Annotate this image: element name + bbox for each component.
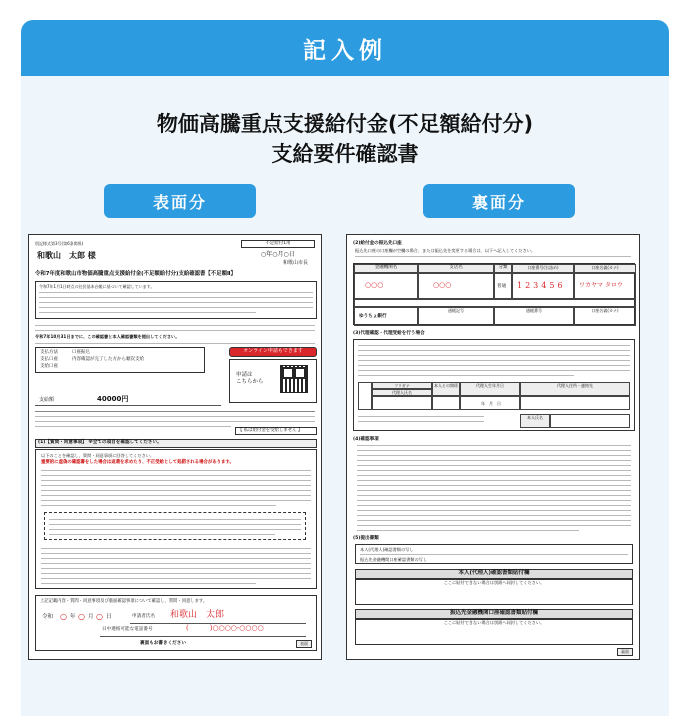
account-holder-cell[interactable] xyxy=(574,273,636,299)
bank-header-name xyxy=(354,264,418,273)
attach-bank-area[interactable] xyxy=(355,619,633,645)
bank-header-number-label: 口座番号(右詰め) xyxy=(527,265,559,270)
date-day-hw: ○ xyxy=(96,612,103,621)
agent-furigana-label: フリガナ xyxy=(394,383,410,388)
applicant-signature: 和歌山 太郎 xyxy=(170,610,225,620)
section3-title: (3)代理確認・代理受給を行う場合 xyxy=(353,331,425,336)
date-day-label: 日 xyxy=(106,614,112,620)
phone-label: 日中連絡可能な電話番号 xyxy=(102,627,153,632)
attach-id-header xyxy=(355,569,633,579)
form-title: 令和7年度和歌山市物価高騰重点支援給付金(不足額給付分)支給確認書【不足額Ⅱ】 xyxy=(35,271,236,277)
amount-label: 支給額 xyxy=(39,397,55,403)
payment-box xyxy=(35,347,205,373)
qr-panel xyxy=(229,359,317,403)
agent-name-header xyxy=(372,389,432,396)
section1-header xyxy=(35,439,317,448)
bank-header-type-label: 分類 xyxy=(498,265,508,270)
bottom-note: 裏面もお書きください xyxy=(140,641,186,646)
section5-title: (5)提出書類 xyxy=(353,536,379,541)
bank-header-number xyxy=(512,264,574,273)
online-apply-badge xyxy=(229,347,317,357)
back-page-badge-label: 裏面 xyxy=(621,649,629,654)
date-year-label: 年 xyxy=(70,614,76,620)
date-month-hw: ○ xyxy=(78,612,85,621)
section2-title: (2)給付金の振込先口座 xyxy=(353,241,402,246)
banner-label: 記入例 xyxy=(303,37,387,64)
example-note-box xyxy=(44,512,306,540)
bank-header-holder xyxy=(574,264,636,273)
bank-name-cell[interactable] xyxy=(354,273,418,299)
doc-item-2: 振込先金融機関口座確認書類の写し xyxy=(360,557,428,562)
attach-id-area[interactable] xyxy=(355,579,633,605)
bank-header-type xyxy=(494,264,512,273)
front-page-badge-label: 表面 xyxy=(300,641,308,646)
attach-id-note: ここに貼付できない場合は別紙へ同封してください。 xyxy=(443,580,545,585)
tab-front xyxy=(104,184,256,218)
attach-bank-label: 振込先金融機関口座確認書類貼付欄 xyxy=(449,610,538,616)
date-era: 令和 xyxy=(42,614,54,620)
agent-birth-label: 代理人生年月日 xyxy=(476,383,504,388)
bank-header-holder-label: 口座名義(カナ) xyxy=(591,265,619,270)
yucho-number-header: 通帳番号 xyxy=(526,308,542,313)
yucho-label: ゆうちょ銀行 xyxy=(359,314,387,319)
example-banner xyxy=(21,20,669,76)
agent-birth-format: 年 月 日 xyxy=(481,401,501,406)
agent-address-header xyxy=(520,382,630,396)
addressee: 和歌山 太郎 様 xyxy=(37,251,96,260)
agent-birth-header xyxy=(460,382,520,396)
branch-name-cell[interactable] xyxy=(418,273,494,299)
notice-text: 令和7年1月1日時点の住民基本台帳に基づいて確認しています。 xyxy=(39,284,155,289)
bank-header-name-label: 金融機関名 xyxy=(374,265,398,270)
section1-body xyxy=(35,449,317,589)
stamp-box xyxy=(241,240,315,248)
agent-relation-header xyxy=(432,382,460,396)
agent-box xyxy=(353,339,635,431)
attach-id-label: 本人(代理人)確認書類貼付欄 xyxy=(458,570,530,576)
back-sheet xyxy=(346,234,640,660)
payment-row-2: 支払口座 xyxy=(40,357,58,362)
payment-value-2: 内容確認が完了した方から順次支給 xyxy=(72,357,144,362)
account-holder-value: ワカヤマ タロウ xyxy=(579,282,623,289)
yucho-number-cell[interactable] xyxy=(494,307,574,326)
issue-date: ○年○月○日 xyxy=(261,251,295,258)
yucho-symbol-header: 通帳記号 xyxy=(448,308,464,313)
tab-back xyxy=(423,184,575,218)
principal-name-header xyxy=(520,414,550,428)
yucho-label-cell xyxy=(354,307,418,326)
page-title: 物価高騰重点支援給付金(不足額給付分) xyxy=(156,112,534,136)
payment-row-3: 支給口座 xyxy=(40,364,58,369)
agent-relation-label: 本人との関係 xyxy=(434,383,458,388)
agent-relation-field[interactable] xyxy=(432,396,460,410)
confirm-title: 上記記載内容・質問・同意事項及び裏面確認事項について確認し、質問・同意します。 xyxy=(40,599,208,604)
section1-title: (1)【質問・同意事項】 ※全ての項目を確認してください。 xyxy=(38,440,162,445)
account-type-value: 普通 xyxy=(497,284,507,289)
account-number-cell[interactable] xyxy=(512,273,574,299)
issuer: 和歌山市長 xyxy=(283,260,309,266)
doc-number: 別記様式第3号(第6条関係) xyxy=(35,241,84,246)
stamp-label: 不足給付1用 xyxy=(265,241,291,246)
online-apply-label: オンライン申請もできます xyxy=(243,348,303,354)
red-warning: 重要的に虚偽の確認書をした場合は返還を求めたり、不正受給として処罰される場合があります。 xyxy=(41,460,234,465)
section1-note: 以下のことを確認し、質問・同意事項に回答してください。 xyxy=(41,453,155,458)
date-year-hw: ○ xyxy=(60,612,67,621)
bank-name-value: ○○○ xyxy=(365,281,384,289)
page-subtitle: 支給要件確認書 xyxy=(271,142,419,166)
agent-address-field[interactable] xyxy=(520,396,630,410)
notice-box xyxy=(35,281,317,319)
principal-name-field[interactable] xyxy=(550,414,630,428)
agent-address-label: 代理人住所・連絡先 xyxy=(557,383,593,388)
account-number-value: 123456 xyxy=(517,281,566,290)
yucho-holder-header: 口座名義(カナ) xyxy=(591,308,619,313)
applicant-label: 申請者氏名 xyxy=(132,614,155,619)
docs-list-box xyxy=(355,544,633,564)
branch-name-value: ○○○ xyxy=(433,281,452,289)
deadline-note: 令和7年10月31日までに、この確認書と本人確認書類を提出してください。 xyxy=(35,334,180,339)
yucho-symbol-cell[interactable] xyxy=(418,307,494,326)
bank-header-branch-label: 支店名 xyxy=(449,265,463,270)
tab-front-label: 表面分 xyxy=(152,192,207,212)
agent-furigana-header xyxy=(372,382,432,389)
agent-name-label: 代理人氏名 xyxy=(392,390,412,395)
doc-item-1: 本人(代理人)確認書類の写し xyxy=(360,547,414,552)
section2-note: 振込先口座の口座欄が空欄の場合、または振込先を変更する場合は、以下へ記入してください。 xyxy=(355,248,536,253)
phone-value: ( )○○○○-○○○○ xyxy=(186,624,264,632)
agent-birth-field[interactable] xyxy=(460,396,520,410)
qr-code-icon xyxy=(280,365,308,393)
payment-value-1: 口座振込 xyxy=(72,350,90,355)
front-page-badge xyxy=(296,640,312,648)
section4-title: (4)確認事項 xyxy=(353,437,379,442)
back-page-badge xyxy=(617,648,633,656)
apply-here-text: 申請は こちらから xyxy=(236,372,264,385)
decline-checkbox[interactable] xyxy=(235,427,317,435)
date-month-label: 月 xyxy=(88,614,94,620)
account-type-cell[interactable] xyxy=(494,273,512,299)
attach-bank-note: ここに貼付できない場合は別紙へ同封してください。 xyxy=(443,620,545,625)
principal-name-label: 本人氏名 xyxy=(527,415,543,420)
front-sheet xyxy=(28,234,322,660)
bank-table xyxy=(353,263,635,325)
payment-row-1: 支払方法 xyxy=(40,350,58,355)
confirmation-box xyxy=(35,595,317,651)
decline-label: 【 私は給付金を受給しません 】 xyxy=(238,428,303,433)
attach-bank-header xyxy=(355,609,633,619)
amount-value: 40000円 xyxy=(97,395,129,403)
bank-header-branch xyxy=(418,264,494,273)
agent-name-field[interactable] xyxy=(372,396,432,410)
tab-back-label: 裏面分 xyxy=(471,192,526,212)
yucho-holder-cell[interactable] xyxy=(574,307,636,326)
